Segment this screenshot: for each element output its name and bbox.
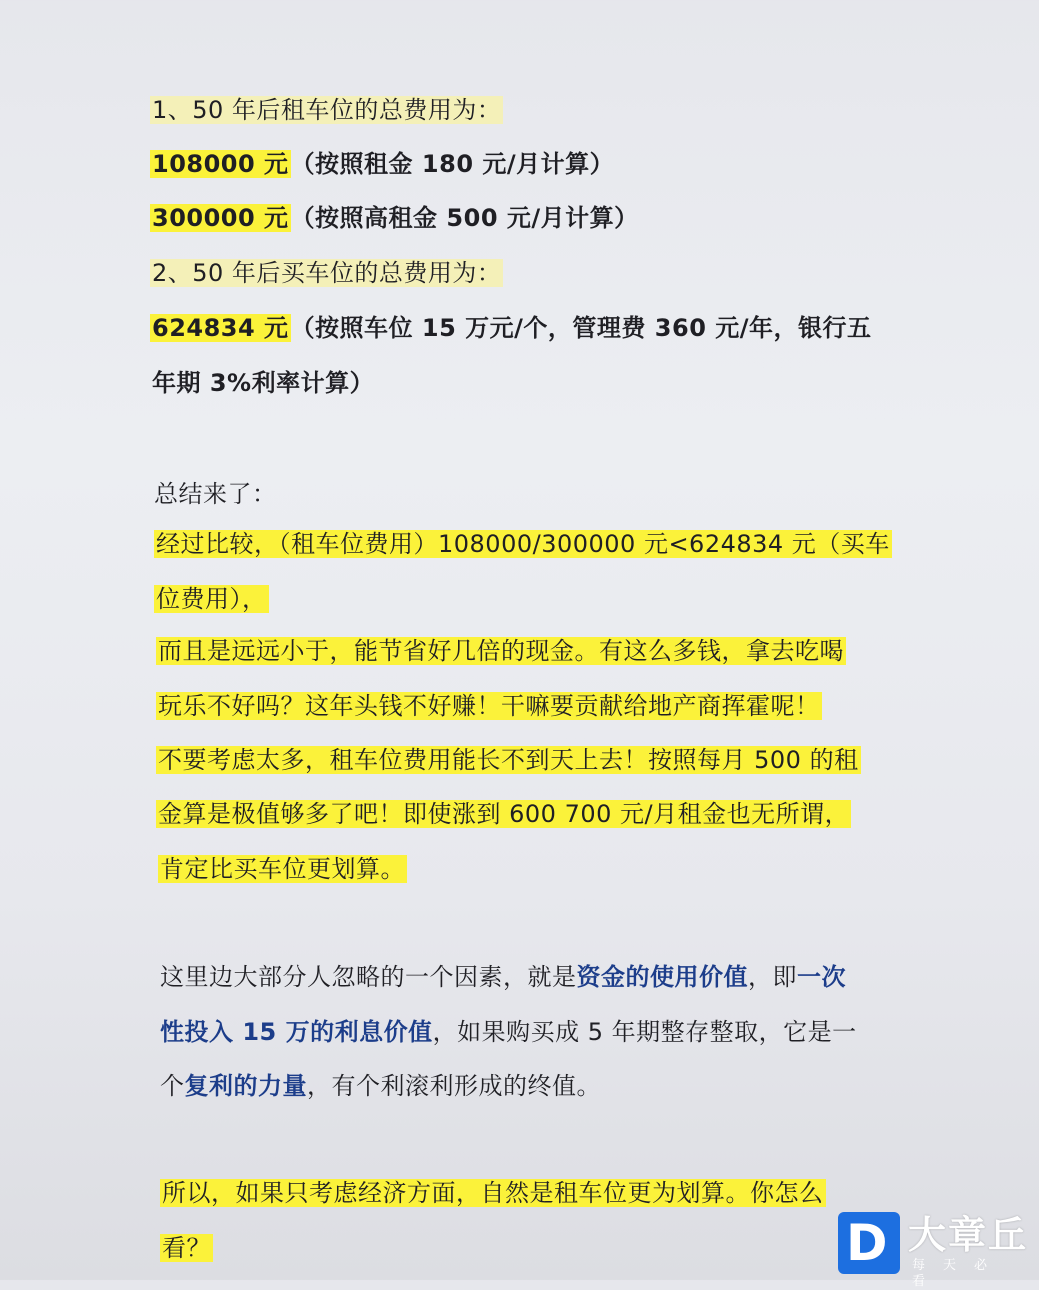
- summary-title: 总结来了：: [154, 480, 277, 508]
- d-logo-icon: D: [838, 1212, 900, 1274]
- watermark-slogan: 每天必看: [912, 1258, 1006, 1289]
- summary-line: 而且是远远小于，能节省好几倍的现金。有这么多钱，拿去吃喝: [158, 637, 844, 665]
- rent-cost-line-1: [150, 147, 614, 181]
- watermark-logo: [838, 1212, 1034, 1289]
- rent-amount-1: 108000 元: [152, 150, 289, 178]
- rent-note-1: （按照租金 180 元/月计算）: [290, 150, 615, 178]
- analysis-line-3: 个复利的力量，有个利滚利形成的终值。: [160, 1072, 601, 1100]
- buy-note-b: 年期 3%利率计算）: [152, 369, 375, 397]
- conclusion-line: 所以，如果只考虑经济方面，自然是租车位更为划算。你怎么: [162, 1179, 824, 1207]
- section1-title: 1、50 年后租车位的总费用为：: [152, 96, 502, 124]
- summary-line: 不要考虑太多，租车位费用能长不到天上去！按照每月 500 的租: [158, 746, 859, 774]
- watermark-name: 大章丘: [908, 1213, 1029, 1257]
- rent-amount-2: 300000 元: [152, 204, 289, 232]
- buy-note-a: （按照车位 15 万元/个，管理费 360 元/年，银行五: [290, 314, 872, 342]
- buy-cost-line: [150, 311, 872, 345]
- highlight-term: 一次: [797, 963, 846, 991]
- conclusion-line: 看？: [162, 1234, 211, 1262]
- summary-line: 位费用），: [156, 585, 267, 613]
- buy-amount: 624834 元: [152, 314, 289, 342]
- section2-title: 2、50 年后买车位的总费用为：: [152, 259, 502, 287]
- rent-cost-line-2: [150, 201, 639, 235]
- highlight-term: 性投入 15 万的利息价值: [160, 1018, 433, 1046]
- analysis-line-2: 性投入 15 万的利息价值，如果购买成 5 年期整存整取，它是一: [160, 1018, 857, 1046]
- highlight-term: 资金的使用价值: [576, 963, 748, 991]
- summary-line: 经过比较，（租车位费用）108000/300000 元<624834 元（买车: [156, 530, 890, 558]
- highlight-term: 复利的力量: [184, 1072, 307, 1100]
- rent-note-2: （按照高租金 500 元/月计算）: [290, 204, 639, 232]
- analysis-line-1: 这里边大部分人忽略的一个因素，就是资金的使用价值，即一次: [160, 963, 846, 991]
- summary-line: 金算是极值够多了吧！即使涨到 600 700 元/月租金也无所谓，: [158, 800, 850, 828]
- summary-line: 肯定比买车位更划算。: [160, 855, 405, 883]
- summary-line: 玩乐不好吗？这年头钱不好赚！干嘛要贡献给地产商挥霍呢！: [158, 692, 820, 720]
